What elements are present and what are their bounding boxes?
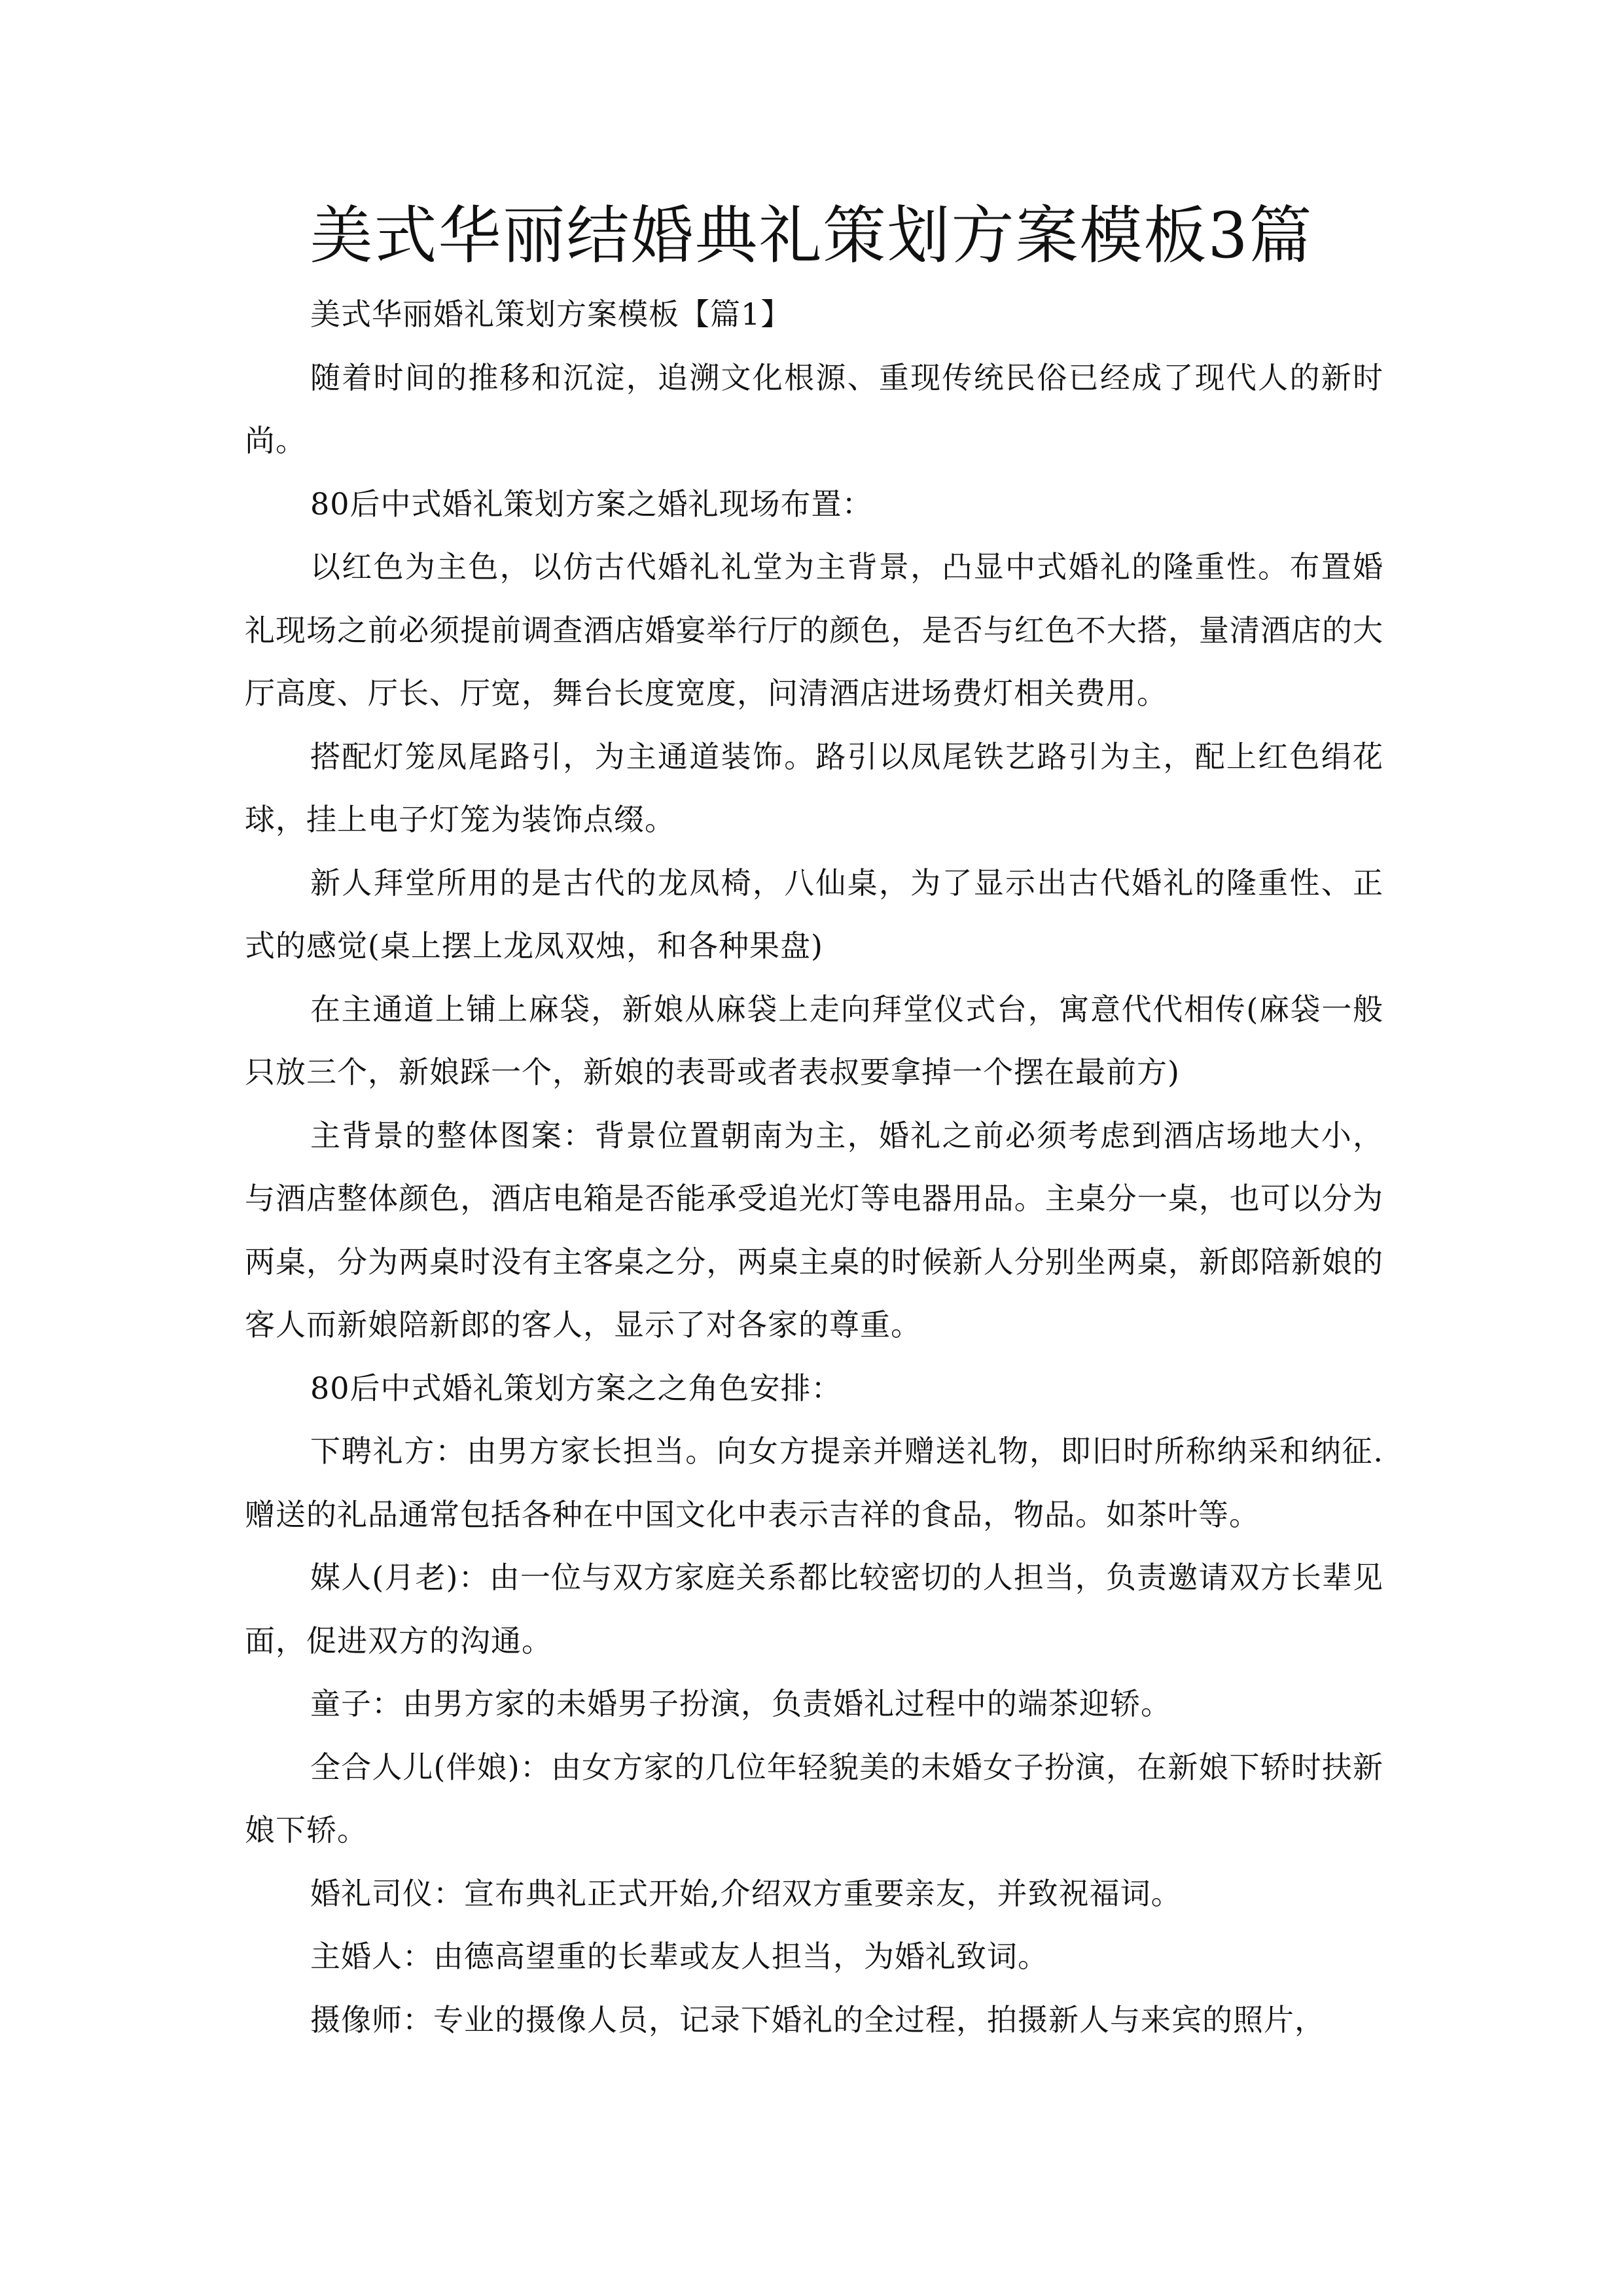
document-title: 美式华丽结婚典礼策划方案模板3篇 [310, 199, 1313, 272]
paragraph: 主背景的整体图案：背景位置朝南为主，婚礼之前必须考虑到酒店场地大小，与酒店整体颜色，酒店电箱是否能承受追光灯等电器用品。主桌分一桌，也可以分为两桌，分为两桌时没有主客桌之分，两桌主桌的时候新人分别坐两桌，新郎陪新娘的客人而新娘陪新郎的客人，显示了对各家的尊重。 [245, 1117, 1383, 1342]
paragraph: 媒人(月老)：由一位与双方家庭关系都比较密切的人担当，负责邀请双方长辈见面，促进双方的沟通。 [245, 1560, 1383, 1659]
paragraph: 摄像师：专业的摄像人员，记录下婚礼的全过程，拍摄新人与来宾的照片， [310, 2001, 1325, 2037]
section-heading: 美式华丽婚礼策划方案模板【篇1】 [310, 296, 792, 332]
paragraph: 在主通道上铺上麻袋，新娘从麻袋上走向拜堂仪式台，寓意代代相传(麻袋一般只放三个，新娘踩一个，新娘的表哥或者表叔要拿掉一个摆在最前方) [245, 991, 1383, 1090]
paragraph: 随着时间的推移和沉淀，追溯文化根源、重现传统民俗已经成了现代人的新时尚。 [245, 359, 1383, 458]
subheading: 80后中式婚礼策划方案之之角色安排： [310, 1370, 842, 1406]
paragraph: 全合人儿(伴娘)：由女方家的几位年轻貌美的未婚女子扮演，在新娘下轿时扶新娘下轿。 [245, 1749, 1383, 1848]
paragraph: 以红色为主色，以仿古代婚礼礼堂为主背景，凸显中式婚礼的隆重性。布置婚礼现场之前必须提前调查酒店婚宴举行厅的颜色，是否与红色不大搭，量清酒店的大厅高度、厅长、厅宽，舞台长度宽度，问清酒店进场费灯相关费用。 [245, 549, 1383, 711]
paragraph: 主婚人：由德高望重的长辈或友人担当，为婚礼致词。 [310, 1939, 1048, 1974]
paragraph: 童子：由男方家的未婚男子扮演，负责婚礼过程中的端茶迎轿。 [310, 1686, 1171, 1721]
paragraph: 下聘礼方：由男方家长担当。向女方提亲并赠送礼物，即旧时所称纳采和纳征.赠送的礼品通常包括各种在中国文化中表示吉祥的食品，物品。如茶叶等。 [245, 1433, 1383, 1532]
subheading: 80后中式婚礼策划方案之婚礼现场布置： [310, 486, 873, 522]
paragraph: 搭配灯笼凤尾路引，为主通道装饰。路引以凤尾铁艺路引为主，配上红色绢花球，挂上电子灯笼为装饰点缀。 [245, 738, 1383, 837]
paragraph: 新人拜堂所用的是古代的龙凤椅，八仙桌，为了显示出古代婚礼的隆重性、正式的感觉(桌上摆上龙凤双烛，和各种果盘) [245, 865, 1383, 963]
document-body [245, 283, 1383, 2051]
paragraph: 婚礼司仪：宣布典礼正式开始,介绍双方重要亲友，并致祝福词。 [310, 1875, 1182, 1911]
